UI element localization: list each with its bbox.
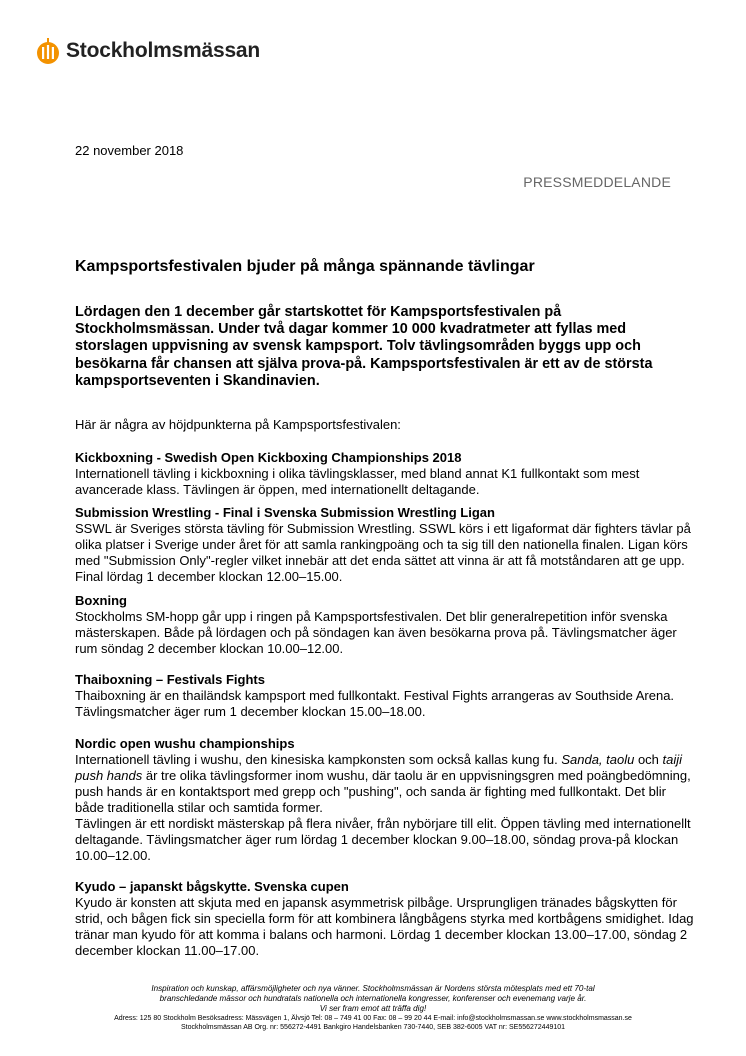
section-thaiboxning (75, 672, 695, 720)
section-body: Internationell tävling i kickboxning i olika tävlingsklasser, med bland annat K1 fullkontakt som mest avancerade klass. Tävlingen är öppen, med internationellt deltagande. (75, 466, 640, 497)
section-heading: Boxning (75, 593, 127, 608)
section-boxning (75, 593, 695, 657)
section-wushu (75, 736, 695, 864)
section-body-continued: Tävlingen är ett nordiskt mästerskap på flera nivåer, från nybörjare till elit. Öppen tävling med internationellt deltagande. Tävlingsmatcher äger rum lördag 1 december klockan 9.00–18.00, söndag prova-på klockan 10.00–12.00. (75, 816, 691, 863)
stockholmsmassan-logo-icon (36, 37, 60, 65)
section-body: Internationell tävling i wushu, den kinesiska kampkonsten som också kallas kung fu. Sanda, taolu och taiji push hands är tre olika tävlingsformer inom wushu, där taolu är en uppvisningsgren med poängbedömning, push hands är en kontaktsport med grepp och "pushing", och sanda är fighting med fullkontakt. Det blir både traditionella stilar och samtida former. (75, 752, 691, 815)
company-logo (36, 36, 260, 66)
footer-tagline-3: Vi ser fram emot att träffa dig! (319, 1004, 427, 1013)
section-heading: Kickboxning - Swedish Open Kickboxing Championships 2018 (75, 450, 462, 465)
lead-paragraph: Lördagen den 1 december går startskottet för Kampsportsfestivalen på Stockholmsmässan. Under två dagar kommer 10 000 kvadratmeter att fyllas med storslagen uppvisning av svensk kampsport. Tolv tävlingsområden byggs upp och besökarna får chansen att själva prova-på. Kampsportsfestivalen är ett av de största kampsportseventen i Skandinavien. (75, 304, 653, 389)
section-body: Thaiboxning är en thailändsk kampsport med fullkontakt. Festival Fights arrangeras av Southside Arena. Tävlingsmatcher äger rum 1 december klockan 15.00–18.00. (75, 688, 675, 719)
section-body: SSWL är Sveriges största tävling för Submission Wrestling. SSWL körs i ett ligaformat där fighters tävlar på olika platser i Sverige under året för att samla rankingpoäng och ta sig till den nationella finalen. Ligan körs med "Submission Only"-regler vilket innebär att det enda sättet att vinna är att få motståndaren att ge upp. Final lördag 1 december klockan 12.00–15.00. (75, 521, 691, 584)
footer-contact: Adress: 125 80 Stockholm Besöksadress: Mässvägen 1, Älvsjö Tel: 08 – 749 41 00 Fax: 08 – 99 20 44 E-mail: info@stockholmsmassan.se www.stockholmsmassan.se (114, 1015, 632, 1022)
section-submission-wrestling (75, 505, 695, 585)
section-body: Kyudo är konsten att skjuta med en japansk asymmetrisk pilbåge. Ursprungligen tränades bågskytten för strid, och bågen fick sin speciella form för att kombinera långbågens styrka med kortbågens smidighet. Idag tränar man kyudo för att komma i balans och harmoni. Lördag 1 december klockan 13.00–17.00, söndag 2 december klockan 11.00–17.00. (75, 895, 694, 958)
page-footer (0, 984, 746, 1032)
footer-tagline-1: Inspiration och kunskap, affärsmöjligheter och nya vänner. Stockholmsmässan är Nordens största mötesplats med ett 70-tal (151, 984, 595, 993)
logo-text: Stockholmsmässan (66, 39, 261, 62)
document-date: 22 november 2018 (75, 143, 184, 158)
section-kickboxning (75, 450, 695, 498)
section-heading: Thaiboxning – Festivals Fights (75, 672, 265, 687)
section-body: Stockholms SM-hopp går upp i ringen på Kampsportsfestivalen. Det blir generalrepetition inför svenska mästerskapen. Både på lördagen och på söndagen kan även besökarna prova på. Tävlingsmatcher äger rum söndag 2 december klockan 10.00–12.00. (75, 609, 677, 656)
section-heading: Nordic open wushu championships (75, 736, 295, 751)
section-heading: Kyudo – japanskt bågskytte. Svenska cupen (75, 879, 349, 894)
section-heading: Submission Wrestling - Final i Svenska Submission Wrestling Ligan (75, 505, 495, 520)
section-kyudo (75, 879, 695, 959)
document-type: PRESSMEDDELANDE (523, 174, 671, 190)
footer-company-info: Stockholmsmässan AB Org. nr: 556272-4491 Bankgiro Handelsbanken 730-7440, SEB 382-6005 VAT nr: SE556272449101 (180, 1024, 566, 1031)
footer-tagline-2: branschledande mässor och hundratals nationella och internationella kongresser, konferenser och evenemang varje år. (159, 994, 587, 1003)
page-title: Kampsportsfestivalen bjuder på många spännande tävlingar (75, 258, 535, 275)
intro-text: Här är några av höjdpunkterna på Kampsportsfestivalen: (75, 417, 401, 432)
